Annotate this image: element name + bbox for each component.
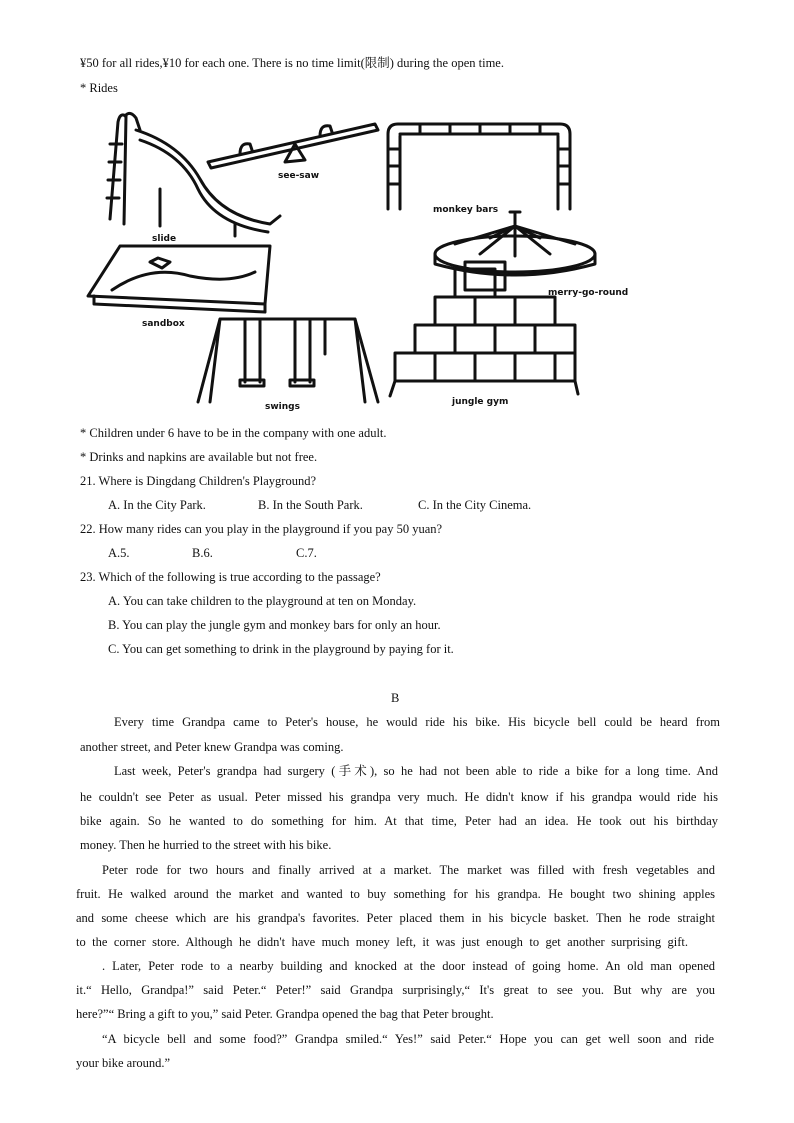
- q22-option-c: C.7.: [296, 546, 317, 560]
- label-jungle-gym: jungle gym: [452, 397, 509, 407]
- passage-line: another street, and Peter knew Grandpa was coming.: [80, 740, 344, 754]
- sandbox-drawing: [88, 246, 270, 312]
- passage-line: and some cheese which are his grandpa's favorites. Peter placed them in his bicycle basket. Then he rode straight: [76, 911, 715, 925]
- label-slide: slide: [152, 234, 177, 244]
- question-22: 22. How many rides can you play in the playground if you pay 50 yuan?: [80, 522, 443, 536]
- passage-line: money. Then he hurried to the street with his bike.: [80, 838, 332, 852]
- label-monkey-bars: monkey bars: [433, 205, 499, 215]
- q23-option-c: C. You can get something to drink in the playground by paying for it.: [108, 642, 454, 656]
- passage-line: your bike around.”: [76, 1056, 171, 1070]
- slide-drawing: [107, 113, 280, 236]
- passage-line: Every time Grandpa came to Peter's house, he would ride his bike. His bicycle bell could be heard from: [114, 715, 720, 729]
- question-23: 23. Which of the following is true according to the passage?: [80, 570, 381, 584]
- passage-line: fruit. He walked around the market and wanted to buy something for his grandpa. He bought two shining apples: [76, 887, 715, 901]
- label-sandbox: sandbox: [142, 319, 185, 329]
- passage-line: “A bicycle bell and some food?” Grandpa smiled.“ Yes!” said Peter.“ Hope you can get well soon and ride: [102, 1032, 714, 1046]
- note-adult: * Children under 6 have to be in the company with one adult.: [80, 426, 387, 440]
- label-merry-go-round: merry-go-round: [548, 288, 629, 298]
- label-seesaw: see-saw: [278, 171, 320, 181]
- note-drinks: * Drinks and napkins are available but not free.: [80, 450, 318, 464]
- passage-line: here?”“ Bring a gift to you,” said Peter. Grandpa opened the bag that Peter brought.: [76, 1007, 494, 1021]
- passage-line: bike again. So he wanted to do something for him. At that time, Peter had an idea. He took out his birthday: [80, 814, 718, 828]
- passage-line: Peter rode for two hours and finally arrived at a market. The market was filled with fresh vegetables and: [102, 863, 715, 877]
- q21-option-c: C. In the City Cinema.: [418, 498, 532, 512]
- passage-b-heading: B: [391, 691, 400, 705]
- q22-option-a: A.5.: [108, 546, 130, 560]
- passage-line: he couldn't see Peter as usual. Peter missed his grandpa very much. He didn't know if his grandpa would ride his: [80, 790, 718, 804]
- monkey-bars-drawing: [388, 124, 570, 209]
- question-21: 21. Where is Dingdang Children's Playground?: [80, 474, 317, 488]
- passage-line: it.“ Hello, Grandpa!” said Peter.“ Peter!” said Grandpa surprisingly,“ It's great to see you. But why are you: [76, 983, 715, 997]
- passage-line: to the corner store. Although he didn't have much money left, it was just enough to get another surprising gift.: [76, 935, 688, 949]
- q21-option-b: B. In the South Park.: [258, 498, 363, 512]
- seesaw-drawing: [208, 124, 378, 168]
- rides-heading: * Rides: [80, 81, 118, 95]
- passage-line: . Later, Peter rode to a nearby building and knocked at the door instead of going home. An old man opened: [102, 959, 715, 973]
- q23-option-b: B. You can play the jungle gym and monkey bars for only an hour.: [108, 618, 441, 632]
- label-swings: swings: [265, 402, 300, 412]
- rides-illustration: [80, 104, 629, 414]
- passage-line: Last week, Peter's grandpa had surgery (手术), so he had not been able to ride a bike for a long time. And: [114, 764, 718, 778]
- q21-option-a: A. In the City Park.: [108, 498, 206, 512]
- price-line: ¥50 for all rides,¥10 for each one. There is no time limit(限制) during the open time.: [80, 56, 504, 70]
- q22-option-b: B.6.: [192, 546, 213, 560]
- swings-drawing: [198, 319, 378, 402]
- merry-go-round-drawing: [435, 212, 595, 275]
- jungle-gym-drawing: [390, 262, 578, 396]
- q23-option-a: A. You can take children to the playground at ten on Monday.: [108, 594, 417, 608]
